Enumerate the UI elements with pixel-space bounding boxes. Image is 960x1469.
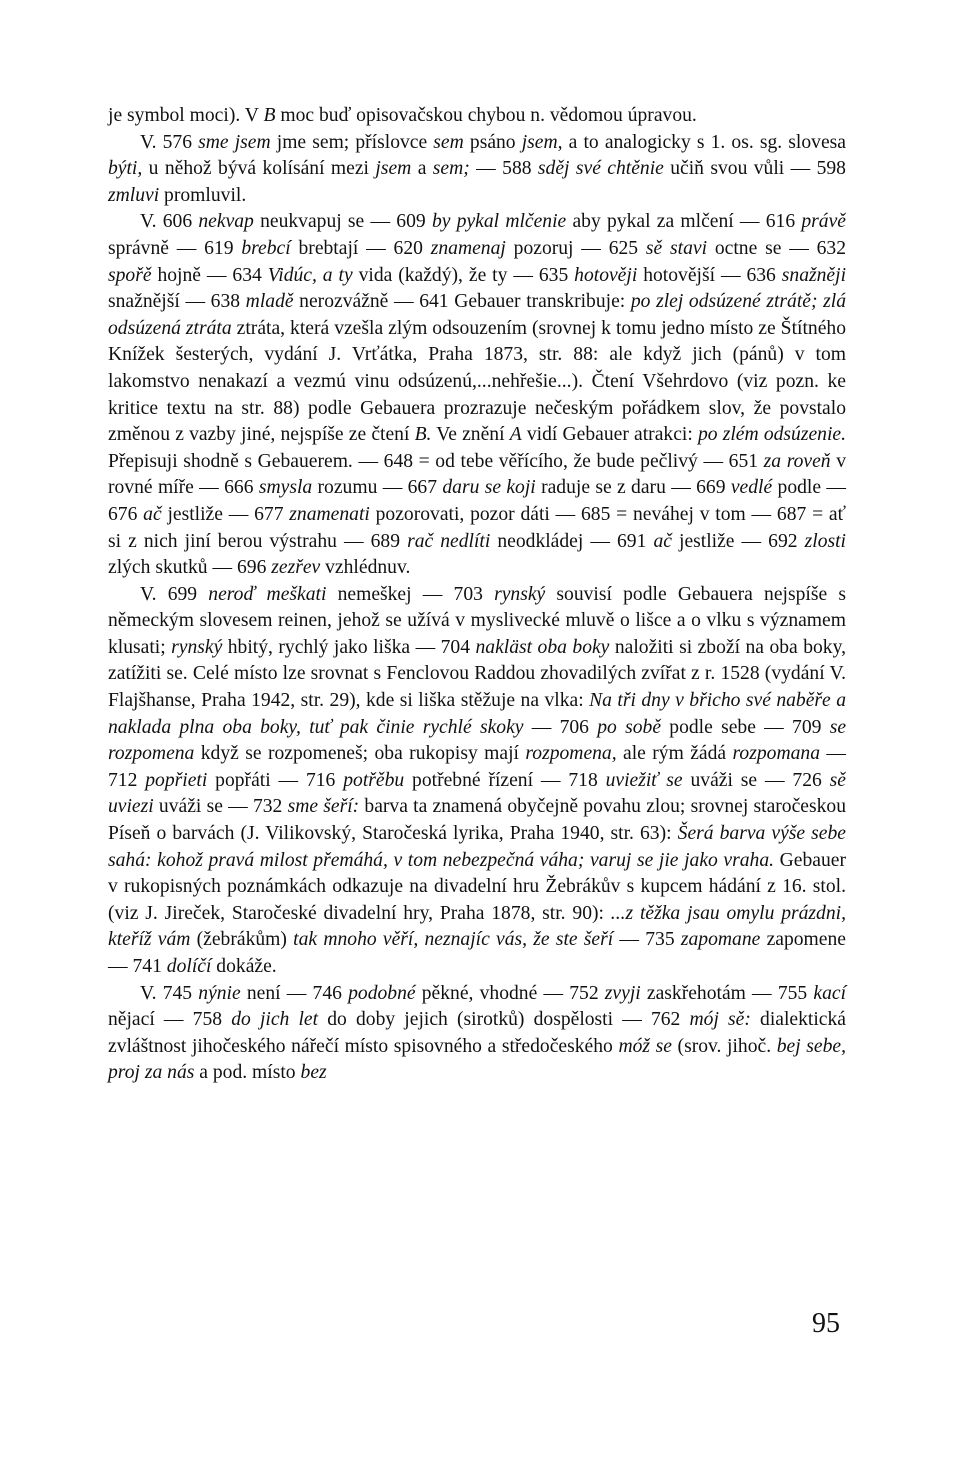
text-run: jme sem; příslovce (270, 131, 434, 153)
italic-term: nekvap (198, 211, 254, 233)
text-run: podle sebe — 709 (661, 716, 830, 738)
text-run: uváži se — 726 (682, 769, 830, 791)
italic-term: daru se koji (442, 477, 536, 499)
text-run: V. 576 (140, 131, 199, 153)
paragraph (108, 130, 846, 210)
text-run: brebtají — 620 (290, 237, 431, 259)
text-run: promluvil. (159, 184, 247, 206)
italic-term: potřěbu (343, 769, 405, 791)
text-run: snažnější — 638 (108, 291, 246, 313)
text-run: u něhož bývá kolísání mezi (142, 158, 376, 180)
italic-term: se rozpomena (108, 716, 847, 765)
italic-term: popřieti (145, 769, 208, 791)
italic-term: rynský (494, 583, 546, 605)
body-text (108, 103, 846, 1087)
italic-term: kací (813, 982, 847, 1004)
text-run: je symbol moci). V (108, 105, 264, 126)
italic-term: sděj své chtěnie (537, 158, 664, 180)
text-run: pěkné, vhodné — 752 (415, 982, 605, 1004)
text-run: (žebrákům) (190, 929, 294, 951)
italic-term: dolíčí (166, 956, 212, 977)
text-run: nemeškej — 703 (326, 583, 495, 605)
italic-term: nakläst oba boky (475, 636, 610, 658)
text-run: nerozvážně — 641 Gebauer transkribuje: (293, 291, 631, 313)
text-run: hbitý, rychlý jako liška — 704 (222, 636, 476, 658)
italic-term: sem; (432, 158, 470, 180)
italic-term: snažněji (781, 264, 847, 286)
text-run: pozorovati, pozor dáti — 685 = neváhej v tom — 687 = ať si z nich jiní berou výstrahu — 689 (108, 503, 846, 552)
italic-term: brebcí (241, 237, 291, 259)
italic-term: sme jsem (198, 131, 271, 153)
text-run: raduje se z daru — 669 (535, 477, 731, 499)
italic-term: rozpomana (732, 743, 820, 765)
italic-term: spořě (108, 264, 152, 286)
text-run: potřebné řízení — 718 (404, 769, 606, 791)
text-run: neukvapuj se — 609 (253, 211, 432, 233)
text-run: popřáti — 716 (207, 769, 344, 791)
italic-term: po sobě (597, 716, 662, 738)
italic-term: by pykal mlčenie (431, 211, 567, 233)
paragraph (108, 981, 846, 1087)
italic-term: podobné (348, 982, 416, 1004)
text-run: jestliže — 677 (161, 503, 290, 525)
paragraph (108, 582, 846, 981)
page-number: 95 (812, 1308, 840, 1339)
italic-term: sě uviezi (108, 769, 846, 818)
text-run: v rovné míře — 666 (108, 450, 846, 499)
text-run: zapomene — 741 (108, 929, 846, 977)
text-run: správně — 619 (108, 237, 242, 259)
italic-term: hotověji (574, 264, 638, 286)
text-run: — 712 (108, 743, 846, 791)
italic-term: za roveň (763, 450, 831, 472)
text-run: dokáže. (211, 956, 277, 977)
paragraph (108, 103, 846, 130)
text-run: Ve znění (431, 424, 510, 446)
italic-term: sem (433, 131, 464, 153)
italic-term: móž se (618, 1035, 672, 1057)
italic-term: ač (653, 530, 672, 552)
italic-term: rynský (171, 636, 223, 658)
text-run: jestliže — 692 (671, 530, 805, 552)
text-run: a (411, 158, 433, 180)
text-run: není — 746 (240, 982, 349, 1004)
italic-term: zvyji (604, 982, 641, 1004)
italic-term: jsem (375, 158, 412, 180)
italic-term: znamenaj (430, 237, 506, 259)
italic-term: zapomane (680, 929, 761, 951)
text-run: psáno (463, 131, 522, 153)
italic-term: znamenati (289, 503, 370, 525)
text-run: pozoruj — 625 (505, 237, 646, 259)
text-run: vzhlédnuv. (320, 557, 411, 579)
italic-term: do jich let (231, 1009, 319, 1031)
italic-term: nýnie (198, 982, 241, 1004)
text-run: — 735 (613, 929, 681, 951)
italic-term: bez (300, 1062, 327, 1084)
italic-term: smysla (258, 477, 313, 499)
text-run: do doby jejich (sirotků) dospělosti — 762 (318, 1009, 690, 1031)
text-run: uváži se — 732 (153, 796, 288, 818)
italic-term: zlosti (804, 530, 847, 552)
text-run: (srov. jihoč. (671, 1035, 777, 1057)
text-run: zlých skutků — 696 (108, 557, 272, 579)
text-run: V. 699 (140, 583, 209, 605)
italic-term: ...z těžka jsau omylu prázdni, kteříž vám (108, 902, 846, 951)
text-run: a pod. místo (194, 1062, 301, 1084)
text-run: — 588 (469, 158, 538, 180)
italic-term: jsem, (521, 131, 563, 153)
text-run: ale rým žádá (616, 743, 733, 765)
text-run: — 706 (523, 716, 598, 738)
italic-term: rač nedlíti (407, 530, 491, 552)
italic-term: Šerá barva výše sebe sahá: kohož pravá milost přemáhá, v tom nebezpečná váha; varuj se jie jako vraha. (108, 823, 846, 871)
text-run: podle — 676 (108, 477, 846, 525)
text-run: Přepisuji shodně s Gebauerem. — 648 = od tebe věřícího, že bude pečlivý — 651 (108, 450, 764, 472)
text-run: V. 606 (140, 211, 199, 233)
italic-term: bej sebe, proj za nás (108, 1035, 846, 1084)
italic-term: tak mnoho věří, neznajíc vás, že ste šeří (293, 929, 614, 951)
text-run: neodkládej — 691 (490, 530, 654, 552)
italic-term: býti, (108, 158, 143, 180)
italic-term: vedlé (730, 477, 773, 499)
italic-term: sme šeří: (287, 796, 360, 818)
italic-term: Vidúc, a ty (267, 264, 353, 286)
text-run: moc buď opisovačskou chybou n. vědomou úpravou. (275, 105, 697, 126)
text-run: hotovější — 636 (637, 264, 782, 286)
italic-term: zmluvi (108, 184, 160, 206)
text-run: vida (každý), že ty — 635 (352, 264, 575, 286)
text-run: Gebauer v rukopisných poznámkách odkazuje na divadelní hru Žebrákův s kupcem hádání z 16. stol. (viz J. Jireček, Staročeské divadelní hry, Praha 1878, str. 90): (108, 849, 846, 924)
italic-term: po zlej odsúzené ztrátě; zlá odsúzená ztráta (108, 291, 846, 339)
text-run: zaskřehotám — 755 (640, 982, 814, 1004)
italic-term: právě (801, 211, 846, 233)
text-run: dialektická zvláštnost jihočeského nářečí místo spisovného a středočeského (108, 1009, 846, 1057)
text-run: učiň svou vůli — 598 (663, 158, 846, 180)
paragraph (108, 209, 846, 581)
italic-term: Na tři dny v břicho své naběře a naklada plna oba boky, tuť pak činie rychlé skoky (108, 690, 846, 738)
italic-term: sě stavi (645, 237, 708, 259)
text-run: rozumu — 667 (312, 477, 443, 499)
text-run: barva ta znamená obyčejně povahu zlou; srovnej staročeskou Píseň o barvách (J. Vilikovský, Staročeská lyrika, Praha 1940, str. 63): (108, 796, 847, 845)
italic-term: A (509, 424, 522, 446)
italic-term: B. (414, 424, 432, 446)
text-run: když se rozpomeneš; oba rukopisy mají (194, 743, 526, 765)
italic-term: rozpomena, (525, 743, 617, 765)
italic-term: mladě (245, 291, 294, 313)
italic-term: uviežiť se (605, 769, 683, 791)
italic-term: B (263, 105, 276, 126)
text-run: vidí Gebauer atrakci: (521, 424, 698, 446)
text-run: hojně — 634 (151, 264, 268, 286)
italic-term: zezřev (271, 557, 321, 579)
italic-term: po zlém odsúzenie. (697, 424, 846, 446)
text-run: V. 745 (140, 982, 199, 1004)
text-run: naložiti si zboží na oba boky, zatížiti se. Celé místo lze srovnat s Fenclovou Raddou zhovadilých zvířat z r. 1528 (vydání V. Flajšhanse, Praha 1942, str. 29), kde si liška stěžuje na vlka: (108, 636, 847, 712)
text-run: souvisí podle Gebauera nejspíše s německým slovesem reinen, jehož se užívá v myslivecké mluvě o lišce a o vlku s významem klusati; (108, 583, 846, 658)
italic-term: ač (143, 503, 162, 525)
text-run: a to analogicky s 1. os. sg. slovesa (562, 131, 846, 153)
text-run: nějací — 758 (108, 1009, 232, 1031)
text-run: aby pykal za mlčení — 616 (566, 211, 802, 233)
text-run: octne se — 632 (707, 237, 846, 259)
italic-term: neroď meškati (208, 583, 327, 605)
italic-term: mój sě: (689, 1009, 751, 1031)
text-run: ztráta, která vzešla zlým odsouzením (srovnej k tomu jedno místo ze Štítného Knížek šesterých, vydání J. Vrťátka, Praha 1873, str. 88: ale když jich (pánů) v tom lakomstvo nenakazí a vezmú vinu odsúzenú,...nehřešie...). Čtení Všehrdovo (viz pozn. ke kritice textu na str. 88) podle Gebauera prozrazuje nečeským pořádkem slov, že povstalo změnou z vazby jiné, nejspíše ze čtení (108, 317, 846, 446)
